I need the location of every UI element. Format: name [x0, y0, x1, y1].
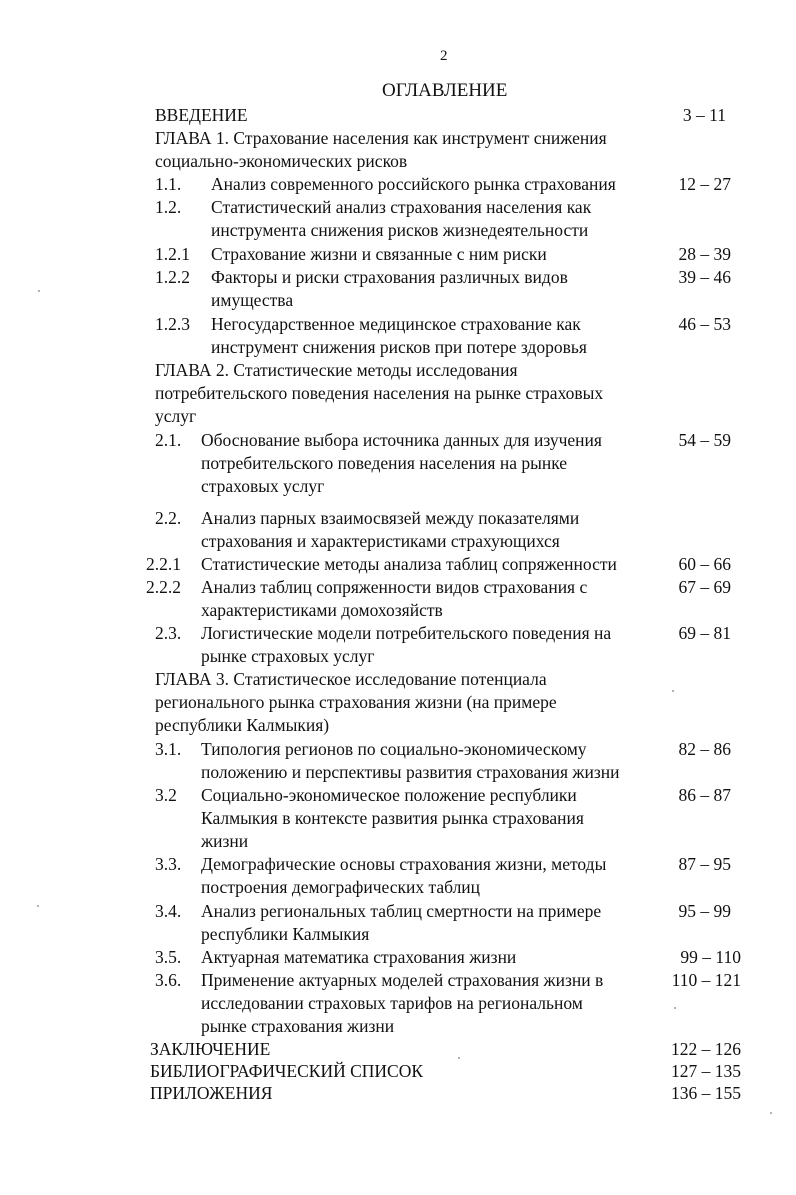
toc-entry-3-2-line2: Калмыкия в контексте развития рынка страхования [201, 808, 584, 828]
toc-entry-3-6-line1: Применение актуарных моделей страхования жизни в [201, 970, 604, 990]
toc-pages-1-1: 12 – 27 [678, 174, 731, 194]
toc-entry-1-2-line2: инструмента снижения рисков жизнедеятельности [211, 220, 589, 240]
toc-entry-3-2-line3: жизни [201, 831, 249, 851]
toc-num-1-2-3: 1.2.3 [155, 314, 190, 334]
toc-entry-3-1-line2: положению и перспективы развития страхования жизни [201, 762, 620, 782]
toc-num-1-2: 1.2. [155, 197, 182, 217]
toc-num-2-2-2: 2.2.2 [146, 577, 181, 597]
toc-title: ОГЛАВЛЕНИЕ [382, 80, 508, 101]
toc-chapter-1-line1: ГЛАВА 1. Страхование населения как инструмент снижения [155, 128, 607, 148]
toc-entry-2-1-line3: страховых услуг [201, 476, 325, 496]
toc-entry-2-2-line1: Анализ парных взаимосвязей между показателями [201, 508, 580, 528]
toc-chapter-3-line3: республики Калмыкия) [155, 715, 330, 735]
toc-entry-2-2-1: Статистические методы анализа таблиц сопряженности [201, 554, 617, 574]
toc-entry-1-2-2-line1: Факторы и риски страхования различных видов [211, 267, 568, 287]
toc-entry-3-2-line1: Социально-экономическое положение республики [201, 785, 577, 805]
toc-entry-bibliography: БИБЛИОГРАФИЧЕСКИЙ СПИСОК [150, 1061, 424, 1081]
toc-entry-3-1-line1: Типология регионов по социально-экономическому [201, 739, 587, 759]
toc-entry-2-2-line2: страхования и характеристиками страхующихся [201, 531, 560, 551]
toc-entry-3-6-line3: рынке страхования жизни [201, 1016, 395, 1036]
toc-pages-2-3: 69 – 81 [678, 623, 731, 643]
toc-pages-2-1: 54 – 59 [678, 430, 731, 450]
toc-num-2-3: 2.3. [155, 623, 182, 643]
toc-entry-intro: ВВЕДЕНИЕ [155, 105, 248, 125]
toc-chapter-1-line2: социально-экономических рисков [155, 151, 408, 171]
toc-pages-3-2: 86 – 87 [678, 785, 731, 805]
page-number: 2 [440, 48, 448, 64]
toc-entry-3-4-line1: Анализ региональных таблиц смертности на примере [201, 901, 602, 921]
toc-entry-1-2-2-line2: имущества [211, 290, 294, 310]
toc-num-1-2-2: 1.2.2 [155, 267, 190, 287]
toc-pages-2-2-1: 60 – 66 [678, 554, 731, 574]
toc-pages-appendices: 136 – 155 [671, 1083, 741, 1103]
toc-entry-2-1-line2: потребительского поведения населения на рынке [201, 453, 568, 473]
scan-speck [672, 690, 674, 692]
toc-num-3-3: 3.3. [155, 854, 182, 874]
toc-chapter-2-line3: услуг [155, 406, 197, 426]
toc-pages-3-4: 95 – 99 [678, 901, 731, 921]
toc-pages-3-1: 82 – 86 [678, 739, 731, 759]
toc-num-1-1: 1.1. [155, 174, 182, 194]
toc-entry-3-3-line1: Демографические основы страхования жизни, методы [201, 854, 607, 874]
toc-pages-bibliography: 127 – 135 [671, 1061, 741, 1081]
toc-entry-2-2-2-line2: характеристиками домохозяйств [201, 600, 443, 620]
toc-entry-2-1-line1: Обоснование выбора источника данных для изучения [201, 430, 602, 450]
toc-pages-1-2-3: 46 – 53 [678, 314, 731, 334]
toc-entry-3-5: Актуарная математика страхования жизни [201, 947, 517, 967]
toc-entry-2-3-line2: рынке страховых услуг [201, 646, 375, 666]
toc-num-3-5: 3.5. [155, 947, 182, 967]
toc-entry-appendices: ПРИЛОЖЕНИЯ [150, 1083, 273, 1103]
toc-pages-2-2-2: 67 – 69 [678, 577, 731, 597]
toc-num-3-1: 3.1. [155, 739, 182, 759]
toc-entry-1-2-3-line2: инструмент снижения рисков при потере здоровья [211, 337, 587, 357]
scan-speck [674, 1007, 676, 1009]
toc-chapter-3-line1: ГЛАВА 3. Статистическое исследование потенциала [155, 669, 547, 689]
toc-pages-3-5: 99 – 110 [680, 947, 741, 967]
toc-num-2-1: 2.1. [155, 430, 182, 450]
toc-pages-1-2-2: 39 – 46 [678, 267, 731, 287]
toc-num-1-2-1: 1.2.1 [155, 244, 190, 264]
toc-num-2-2: 2.2. [155, 508, 182, 528]
toc-entry-conclusion: ЗАКЛЮЧЕНИЕ [150, 1039, 271, 1059]
toc-num-3-6: 3.6. [155, 970, 182, 990]
toc-pages-3-6: 110 – 121 [671, 970, 741, 990]
toc-entry-1-1: Анализ современного российского рынка страхования [211, 174, 616, 194]
scan-speck [458, 1057, 460, 1059]
toc-chapter-2-line1: ГЛАВА 2. Статистические методы исследования [155, 360, 518, 380]
toc-num-3-2: 3.2 [155, 785, 177, 805]
toc-pages-conclusion: 122 – 126 [671, 1039, 741, 1059]
toc-chapter-3-line2: регионального рынка страхования жизни (на примере [155, 692, 557, 712]
toc-chapter-2-line2: потребительского поведения населения на рынке страховых [155, 383, 604, 403]
toc-entry-2-3-line1: Логистические модели потребительского поведения на [201, 623, 612, 643]
toc-pages-intro: 3 – 11 [682, 105, 726, 125]
toc-num-3-4: 3.4. [155, 901, 182, 921]
toc-pages-1-2-1: 28 – 39 [678, 244, 731, 264]
toc-entry-3-6-line2: исследовании страховых тарифов на региональном [201, 993, 583, 1013]
scan-speck [37, 905, 39, 907]
toc-entry-1-2-3-line1: Негосударственное медицинское страхование как [211, 314, 581, 334]
scan-speck [38, 290, 40, 292]
toc-entry-1-2-1: Страхование жизни и связанные с ним риски [211, 244, 547, 264]
toc-entry-1-2-line1: Статистический анализ страхования населения как [211, 197, 592, 217]
toc-num-2-2-1: 2.2.1 [146, 554, 181, 574]
toc-entry-3-4-line2: республики Калмыкия [201, 924, 370, 944]
toc-entry-3-3-line2: построения демографических таблиц [201, 877, 481, 897]
toc-pages-3-3: 87 – 95 [678, 854, 731, 874]
scan-speck [770, 1112, 772, 1114]
toc-entry-2-2-2-line1: Анализ таблиц сопряженности видов страхования с [201, 577, 588, 597]
